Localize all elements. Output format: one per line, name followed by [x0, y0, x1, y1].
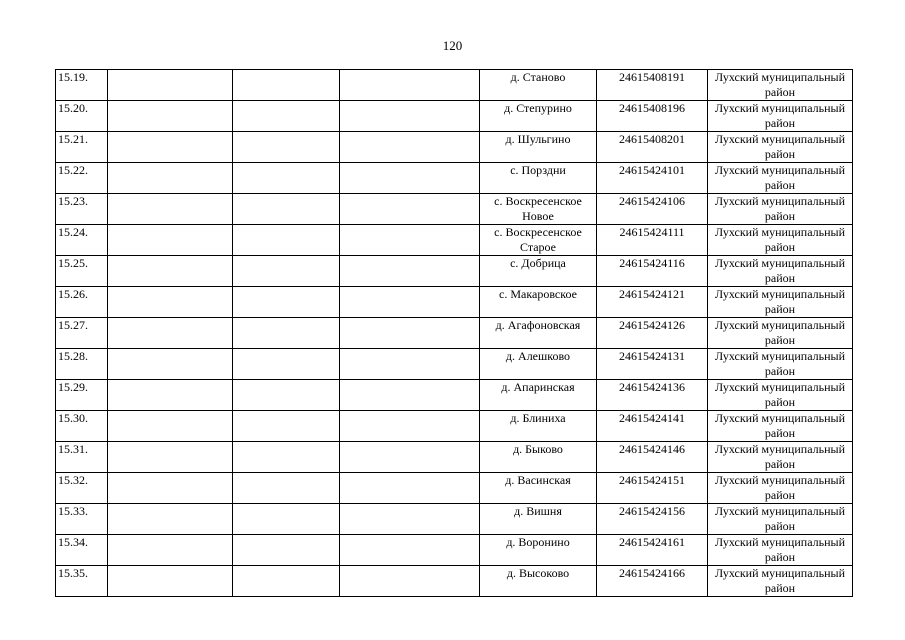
empty-cell: [340, 287, 480, 318]
settlement-name-cell: д. Воронино: [480, 535, 597, 566]
page-number: 120: [442, 38, 463, 53]
settlement-name-cell: д. Васинская: [480, 473, 597, 504]
empty-cell: [233, 287, 340, 318]
row-number-cell: 15.25.: [56, 256, 108, 287]
district-cell: Лухский муниципальный район: [708, 318, 853, 349]
empty-cell: [108, 194, 233, 225]
district-cell: Лухский муниципальный район: [708, 225, 853, 256]
empty-cell: [108, 256, 233, 287]
row-number-cell: 15.31.: [56, 442, 108, 473]
district-cell: Лухский муниципальный район: [708, 411, 853, 442]
oktmo-code-cell: 24615424151: [597, 473, 708, 504]
row-number-cell: 15.27.: [56, 318, 108, 349]
settlement-name-cell: д. Агафоновская: [480, 318, 597, 349]
empty-cell: [108, 566, 233, 597]
district-cell: Лухский муниципальный район: [708, 380, 853, 411]
district-cell: Лухский муниципальный район: [708, 70, 853, 101]
row-number-cell: 15.28.: [56, 349, 108, 380]
oktmo-code-cell: 24615424106: [597, 194, 708, 225]
empty-cell: [233, 101, 340, 132]
district-cell: Лухский муниципальный район: [708, 566, 853, 597]
oktmo-code-cell: 24615408201: [597, 132, 708, 163]
empty-cell: [108, 225, 233, 256]
table-row: [56, 504, 853, 535]
table-row: [56, 256, 853, 287]
table-row: [56, 411, 853, 442]
empty-cell: [340, 163, 480, 194]
settlement-name-cell: д. Шульгино: [480, 132, 597, 163]
empty-cell: [108, 504, 233, 535]
settlement-name-cell: с. Макаровское: [480, 287, 597, 318]
empty-cell: [233, 566, 340, 597]
settlement-name-cell: д. Быково: [480, 442, 597, 473]
empty-cell: [340, 535, 480, 566]
empty-cell: [233, 163, 340, 194]
table-row: [56, 473, 853, 504]
oktmo-code-cell: 24615424166: [597, 566, 708, 597]
table-row: [56, 318, 853, 349]
district-cell: Лухский муниципальный район: [708, 101, 853, 132]
table-row: [56, 132, 853, 163]
table-row: [56, 163, 853, 194]
empty-cell: [340, 473, 480, 504]
district-cell: Лухский муниципальный район: [708, 287, 853, 318]
oktmo-code-cell: 24615424161: [597, 535, 708, 566]
row-number-cell: 15.19.: [56, 70, 108, 101]
empty-cell: [233, 318, 340, 349]
row-number-cell: 15.34.: [56, 535, 108, 566]
empty-cell: [233, 349, 340, 380]
oktmo-code-cell: 24615424156: [597, 504, 708, 535]
registry-table-body: [56, 70, 853, 597]
table-row: [56, 225, 853, 256]
empty-cell: [108, 411, 233, 442]
empty-cell: [108, 287, 233, 318]
table-row: [56, 101, 853, 132]
empty-cell: [233, 256, 340, 287]
oktmo-code-cell: 24615424116: [597, 256, 708, 287]
oktmo-code-cell: 24615408191: [597, 70, 708, 101]
empty-cell: [340, 349, 480, 380]
empty-cell: [233, 411, 340, 442]
district-cell: Лухский муниципальный район: [708, 442, 853, 473]
empty-cell: [233, 132, 340, 163]
oktmo-code-cell: 24615408196: [597, 101, 708, 132]
oktmo-code-cell: 24615424146: [597, 442, 708, 473]
row-number-cell: 15.21.: [56, 132, 108, 163]
district-cell: Лухский муниципальный район: [708, 256, 853, 287]
row-number-cell: 15.29.: [56, 380, 108, 411]
empty-cell: [340, 101, 480, 132]
oktmo-code-cell: 24615424136: [597, 380, 708, 411]
settlement-name-cell: д. Апаринская: [480, 380, 597, 411]
settlement-name-cell: д. Высоково: [480, 566, 597, 597]
row-number-cell: 15.20.: [56, 101, 108, 132]
table-row: [56, 566, 853, 597]
settlement-name-cell: д. Степурино: [480, 101, 597, 132]
empty-cell: [233, 473, 340, 504]
settlement-name-cell: с. Порздни: [480, 163, 597, 194]
table-row: [56, 349, 853, 380]
district-cell: Лухский муниципальный район: [708, 163, 853, 194]
settlement-name-cell: д. Вишня: [480, 504, 597, 535]
table-row: [56, 442, 853, 473]
district-cell: Лухский муниципальный район: [708, 194, 853, 225]
table-row: [56, 194, 853, 225]
empty-cell: [340, 411, 480, 442]
empty-cell: [108, 101, 233, 132]
oktmo-code-cell: 24615424121: [597, 287, 708, 318]
row-number-cell: 15.35.: [56, 566, 108, 597]
empty-cell: [233, 225, 340, 256]
oktmo-code-cell: 24615424101: [597, 163, 708, 194]
empty-cell: [233, 442, 340, 473]
empty-cell: [108, 442, 233, 473]
oktmo-code-cell: 24615424111: [597, 225, 708, 256]
district-cell: Лухский муниципальный район: [708, 132, 853, 163]
settlement-name-cell: д. Алешково: [480, 349, 597, 380]
empty-cell: [340, 225, 480, 256]
row-number-cell: 15.32.: [56, 473, 108, 504]
row-number-cell: 15.24.: [56, 225, 108, 256]
settlement-name-cell: с. Добрица: [480, 256, 597, 287]
oktmo-code-cell: 24615424131: [597, 349, 708, 380]
district-cell: Лухский муниципальный район: [708, 504, 853, 535]
oktmo-code-cell: 24615424141: [597, 411, 708, 442]
settlement-name-cell: д. Блиниха: [480, 411, 597, 442]
row-number-cell: 15.33.: [56, 504, 108, 535]
empty-cell: [108, 380, 233, 411]
row-number-cell: 15.26.: [56, 287, 108, 318]
empty-cell: [233, 535, 340, 566]
empty-cell: [340, 256, 480, 287]
district-cell: Лухский муниципальный район: [708, 349, 853, 380]
row-number-cell: 15.22.: [56, 163, 108, 194]
empty-cell: [108, 132, 233, 163]
empty-cell: [340, 318, 480, 349]
empty-cell: [108, 349, 233, 380]
row-number-cell: 15.23.: [56, 194, 108, 225]
empty-cell: [340, 442, 480, 473]
settlement-name-cell: с. Воскресенское Старое: [480, 225, 597, 256]
empty-cell: [340, 132, 480, 163]
empty-cell: [233, 194, 340, 225]
empty-cell: [340, 70, 480, 101]
empty-cell: [233, 70, 340, 101]
registry-table: [55, 69, 853, 597]
table-row: [56, 287, 853, 318]
empty-cell: [340, 380, 480, 411]
district-cell: Лухский муниципальный район: [708, 473, 853, 504]
empty-cell: [233, 504, 340, 535]
empty-cell: [108, 163, 233, 194]
empty-cell: [108, 473, 233, 504]
district-cell: Лухский муниципальный район: [708, 535, 853, 566]
empty-cell: [108, 318, 233, 349]
empty-cell: [340, 504, 480, 535]
row-number-cell: 15.30.: [56, 411, 108, 442]
empty-cell: [108, 70, 233, 101]
empty-cell: [340, 566, 480, 597]
table-row: [56, 535, 853, 566]
empty-cell: [233, 380, 340, 411]
table-row: [56, 380, 853, 411]
empty-cell: [108, 535, 233, 566]
oktmo-code-cell: 24615424126: [597, 318, 708, 349]
settlement-name-cell: д. Станово: [480, 70, 597, 101]
settlement-name-cell: с. Воскресенское Новое: [480, 194, 597, 225]
table-row: [56, 70, 853, 101]
empty-cell: [340, 194, 480, 225]
